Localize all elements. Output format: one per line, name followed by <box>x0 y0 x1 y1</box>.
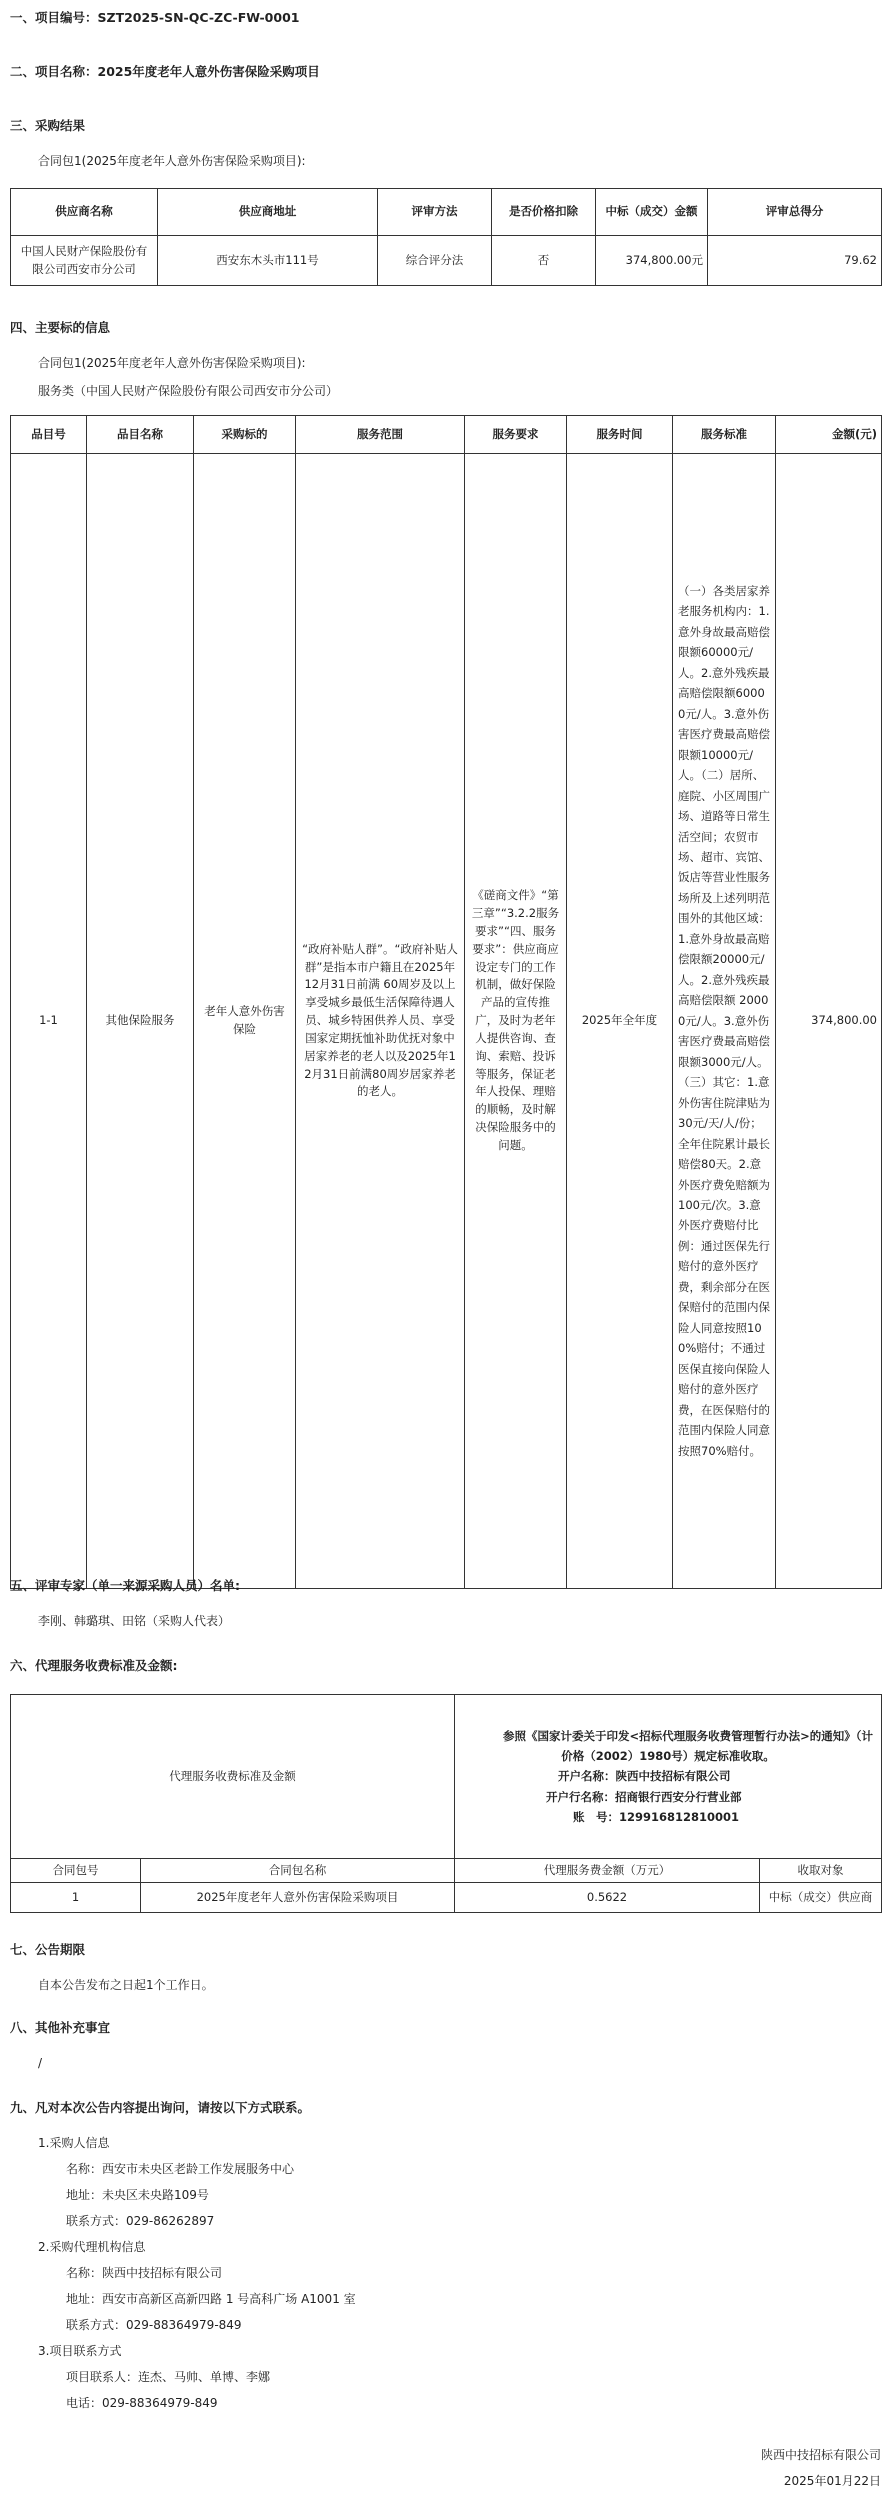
project-contact-title: 3.项目联系方式 <box>38 2344 122 2358</box>
table-row <box>11 1883 882 1913</box>
section-title-other: 八、其他补充事宜 <box>10 2020 111 2035</box>
subject-service-type: 服务类（中国人民财产保险股份有限公司西安市分公司） <box>38 384 339 398</box>
section-title-contact: 九、凡对本次公告内容提出询问，请按以下方式联系。 <box>10 2100 311 2115</box>
fee-package-name: 2025年度老年人意外伤害保险采购项目 <box>141 1883 455 1913</box>
fee-package-no: 1 <box>11 1883 141 1913</box>
project-contact-persons: 项目联系人：连杰、马帅、单博、李娜 <box>66 2370 271 2384</box>
section-title-agency-fee: 六、代理服务收费标准及金额: <box>10 1658 178 1673</box>
agent-address: 地址：西安市高新区高新四路 1 号高科广场 A1001 室 <box>66 2292 356 2306</box>
expert-names: 李刚、韩璐琪、田铭（采购人代表） <box>38 1614 231 1628</box>
section-title-result: 三、采购结果 <box>10 118 86 133</box>
fee-basis-line-1: 参照《国家计委关于印发<招标代理服务收费管理暂行办法>的通知》（计 <box>502 1729 873 1744</box>
subject-table-header <box>11 416 882 454</box>
result-package-label: 合同包1(2025年度老年人意外伤害保险采购项目): <box>38 154 306 168</box>
subject-scope: “政府补贴人群”。“政府补贴人群”是指本市户籍且在2025年12月31日前满 60周岁及以上享受城乡最低生活保障待遇人员、城乡特困供养人员、享受国家定期抚恤补助优抚对象中居家养老的老人以及2025年12月31日前满80周岁居家养老的老人。 <box>296 454 465 1589</box>
subject-table <box>10 415 882 1589</box>
fee-basis-line-2: 价格（2002）1980号）规定标准收取。 <box>561 1749 775 1764</box>
result-header-amount: 中标（成交）金额 <box>596 189 708 236</box>
result-score: 79.62 <box>708 236 882 286</box>
agency-fee-table <box>10 1694 882 1913</box>
fee-header-payer: 收取对象 <box>760 1859 882 1883</box>
agent-info-title: 2.采购代理机构信息 <box>38 2240 146 2254</box>
result-header-address: 供应商地址 <box>158 189 378 236</box>
buyer-info-title: 1.采购人信息 <box>38 2136 110 2150</box>
buyer-name: 名称：西安市未央区老龄工作发展服务中心 <box>66 2162 295 2176</box>
result-header-method: 评审方法 <box>378 189 492 236</box>
notice-period-text: 自本公告发布之日起1个工作日。 <box>38 1978 214 1992</box>
subject-target: 老年人意外伤害保险 <box>194 454 296 1589</box>
subject-standard: （一）各类居家养老服务机构内：1.意外身故最高赔偿限额60000元/人。2.意外残疾最高赔偿限额60000元/人。3.意外伤害医疗费最高赔偿限额10000元/人。（二）居所、庭院、小区周围广场、道路等日常生活空间；农贸市场、超市、宾馆、饭店等营业性服务场所及上述列明范围外的其他区域：1.意外身故最高赔偿限额20000元/人。2.意外残疾最高赔偿限额 20000元/人。3.意外伤害医疗费最高赔偿限额3000元/人。（三）其它：1.意外伤害住院津贴为30元/天/人/份；全年住院累计最长赔偿80天。2.意外医疗费免赔额为100元/次。3.意外医疗费赔付比例：通过医保先行赔付的意外医疗费，剩余部分在医保赔付的范围内保险人同意按照100%赔付；不通过医保直接向保险人赔付的意外医疗费，在医保赔付的范围内保险人同意按照70%赔付。 <box>673 454 776 1589</box>
footer-date: 2025年01月22日 <box>783 2474 881 2488</box>
project-name-label: 二、项目名称： <box>10 64 98 79</box>
account-number: 账 号：129916812810001 <box>573 1809 740 1824</box>
subject-header-amount: 金额(元) <box>776 416 882 454</box>
project-number-line <box>10 8 299 26</box>
subject-package-label: 合同包1(2025年度老年人意外伤害保险采购项目): <box>38 356 306 370</box>
table-row <box>11 236 882 286</box>
agency-fee-standard-label: 代理服务收费标准及金额 <box>11 1695 455 1859</box>
section-title-subject: 四、主要标的信息 <box>10 320 111 335</box>
section-title-experts: 五、评审专家（单一来源采购人员）名单: <box>10 1578 240 1593</box>
project-number-value: SZT2025-SN-QC-ZC-FW-0001 <box>97 10 300 25</box>
subject-amount: 374,800.00 <box>776 454 882 1589</box>
subject-header-standard: 服务标准 <box>673 416 776 454</box>
agency-fee-header <box>11 1859 882 1883</box>
project-name-value: 2025年度老年人意外伤害保险采购项目 <box>97 64 320 79</box>
project-name-line <box>10 62 320 80</box>
agency-fee-standard-row <box>11 1695 882 1859</box>
result-method: 综合评分法 <box>378 236 492 286</box>
subject-header-scope: 服务范围 <box>296 416 465 454</box>
account-name: 开户名称：陕西中技招标有限公司 <box>558 1769 731 1784</box>
result-address: 西安东木头市111号 <box>158 236 378 286</box>
fee-header-package-name: 合同包名称 <box>141 1859 455 1883</box>
subject-header-target: 采购标的 <box>194 416 296 454</box>
buyer-phone: 联系方式：029-86262897 <box>66 2214 215 2228</box>
subject-header-name: 品目名称 <box>87 416 194 454</box>
result-supplier: 中国人民财产保险股份有限公司西安市分公司 <box>11 236 158 286</box>
section-title-notice-period: 七、公告期限 <box>10 1942 86 1957</box>
agent-phone: 联系方式：029-88364979-849 <box>66 2318 242 2332</box>
subject-header-time: 服务时间 <box>567 416 673 454</box>
result-header-score: 评审总得分 <box>708 189 882 236</box>
agent-name: 名称：陕西中技招标有限公司 <box>66 2266 223 2280</box>
fee-header-amount: 代理服务费金额（万元） <box>455 1859 760 1883</box>
bank-name: 开户行名称：招商银行西安分行营业部 <box>546 1789 742 1804</box>
fee-payer: 中标（成交）供应商 <box>760 1883 882 1913</box>
subject-header-requirement: 服务要求 <box>465 416 567 454</box>
result-header-supplier: 供应商名称 <box>11 189 158 236</box>
result-table-header <box>11 189 882 236</box>
subject-time: 2025年全年度 <box>567 454 673 1589</box>
subject-code: 1-1 <box>11 454 87 1589</box>
result-table <box>10 188 882 286</box>
project-contact-phone: 电话：029-88364979-849 <box>66 2396 218 2410</box>
result-price-deduction: 否 <box>492 236 596 286</box>
result-header-price-deduction: 是否价格扣除 <box>492 189 596 236</box>
table-row <box>11 454 882 1589</box>
result-amount: 374,800.00元 <box>596 236 708 286</box>
buyer-address: 地址：未央区未央路109号 <box>66 2188 209 2202</box>
agency-fee-standard-detail <box>455 1695 882 1859</box>
subject-header-code: 品目号 <box>11 416 87 454</box>
fee-amount: 0.5622 <box>455 1883 760 1913</box>
project-number-label: 一、项目编号： <box>10 10 98 25</box>
subject-name: 其他保险服务 <box>87 454 194 1589</box>
other-text: / <box>38 2056 43 2070</box>
footer-organization: 陕西中技招标有限公司 <box>760 2448 881 2462</box>
subject-requirement: 《磋商文件》“第三章”“3.2.2服务要求”“四、服务要求”：供应商应设定专门的工作机制，做好保险产品的宣传推广，及时为老年人提供咨询、查询、索赔、投诉等服务，保证老年人投保、理赔的顺畅，及时解决保险服务中的问题。 <box>465 454 567 1589</box>
fee-header-package-no: 合同包号 <box>11 1859 141 1883</box>
